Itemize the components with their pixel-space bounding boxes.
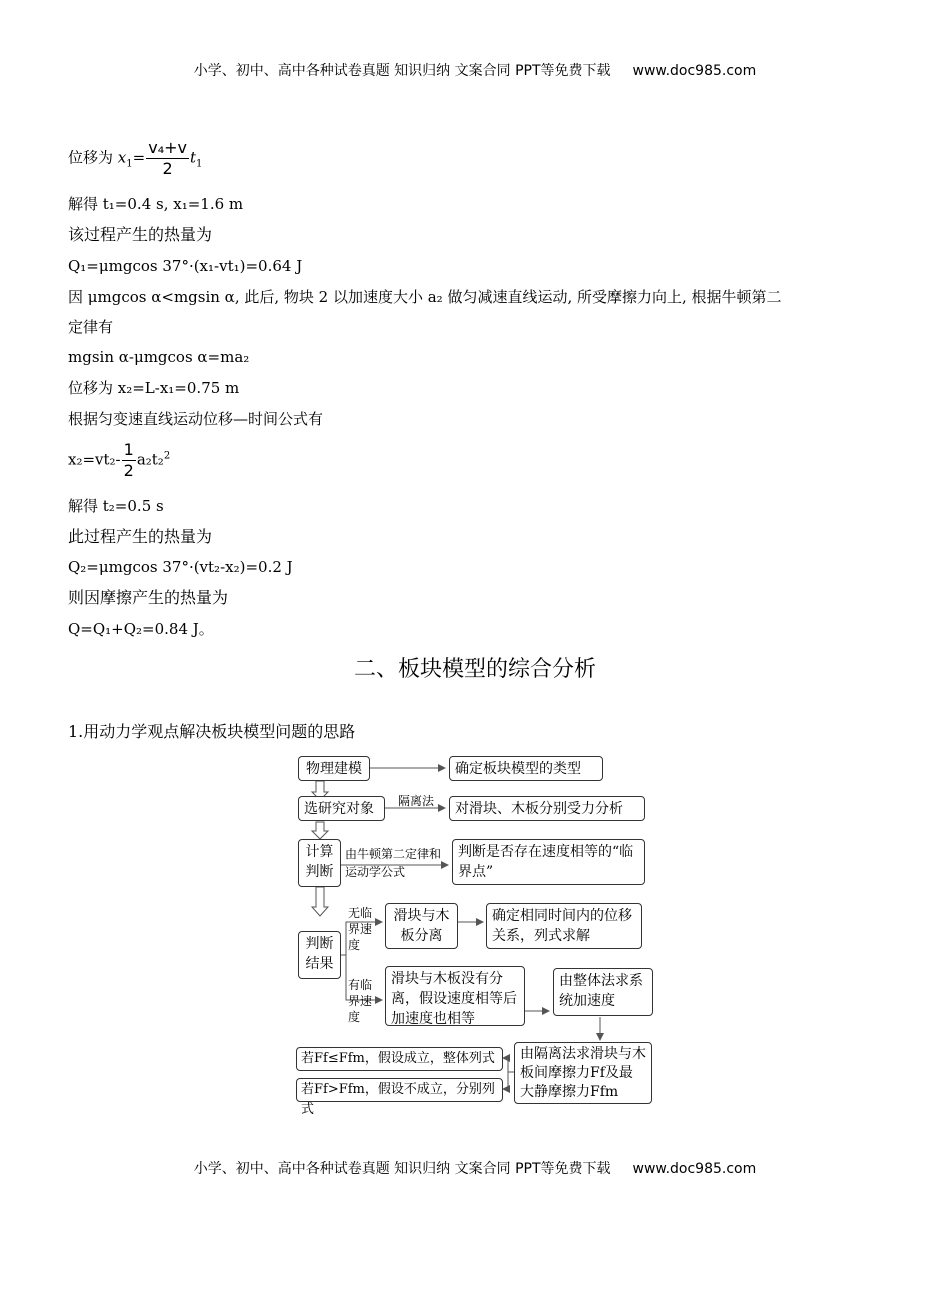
- line-reason: 因 μmgcos α<mgsin α, 此后, 物块 2 以加速度大小 a₂ 做匀减速直线运动, 所受摩擦力向上, 根据牛顿第二: [68, 288, 782, 306]
- header-url: www.doc985.com: [632, 63, 757, 79]
- line-solve-2: 解得 t₂=0.5 s: [68, 497, 164, 515]
- section-title: 二、板块模型的综合分析: [353, 657, 596, 682]
- line-heat-2-label: 此过程产生的热量为: [68, 527, 213, 546]
- numerator: 1: [123, 440, 134, 459]
- label-has-critical-speed: 有临界速度: [348, 978, 373, 1024]
- numerator: v₄+v: [148, 138, 187, 157]
- line-solve-1: 解得 t₁=0.4 s, x₁=1.6 m: [68, 195, 244, 213]
- label-isolation-method: 隔离法: [398, 794, 435, 808]
- box-critical-point: 判断是否存在速度相等的“临界点”: [452, 839, 645, 885]
- line-label: 位移为: [68, 148, 114, 167]
- sup: 2: [163, 450, 171, 462]
- page-footer: [0, 1158, 950, 1178]
- box-select-object: 选研究对象: [298, 796, 385, 821]
- down-arrow-3: [312, 887, 328, 916]
- subheading: 1.用动力学观点解决板块模型问题的思路: [68, 722, 356, 741]
- line-total-heat-label: 则因摩擦产生的热量为: [68, 588, 229, 607]
- arrow-to-cond1: [503, 1058, 514, 1072]
- denominator: 2: [162, 159, 173, 178]
- sub: 1: [196, 158, 203, 170]
- line-displacement-1: 位移为 $x_1=$ $\frac{\text{v₄+v}}{2}$ $t_1$: [68, 138, 203, 178]
- line-heat-1-label: 该过程产生的热量为: [68, 225, 213, 244]
- box-position-relation: 确定相同时间内的位移关系，列式求解: [486, 903, 642, 949]
- box-whole-method: 由整体法求系统加速度: [553, 968, 653, 1016]
- box-condition-fail: 若Ff>Ffm，假设不成立，分别列式: [296, 1078, 503, 1102]
- box-no-separation: 滑块与木板没有分离，假设速度相等后加速度也相等: [385, 966, 525, 1026]
- box-isolation-friction: 由隔离法求滑块与木板间摩擦力Ff及最大静摩擦力Ffm: [514, 1042, 652, 1104]
- line-total-heat: Q=Q₁+Q₂=0.84 J。: [68, 620, 214, 638]
- box-judge-result: 判断结果: [298, 931, 341, 979]
- var-t: t: [189, 148, 197, 167]
- footer-text: 小学、初中、高中各种试卷真题 知识归纳 文案合同 PPT等免费下载: [193, 1161, 611, 1177]
- line-displacement-2: 位移为 x₂=L-x₁=0.75 m: [68, 379, 240, 397]
- line-heat-1-formula: Q₁=μmgcos 37°·(x₁-vt₁)=0.64 J: [68, 257, 303, 275]
- box-force-analysis: 对滑块、木板分别受力分析: [449, 796, 645, 821]
- line-reason-cont: 定律有: [68, 318, 114, 336]
- var-x: x: [117, 148, 127, 167]
- box-calc-judge: 计算判断: [298, 839, 341, 887]
- denominator: 2: [123, 461, 134, 480]
- down-arrow-2: [312, 822, 328, 839]
- line-newton-eq: mgsin α-μmgcos α=ma₂: [68, 348, 250, 366]
- line-heat-2-formula: Q₂=μmgcos 37°·(vt₂-x₂)=0.2 J: [68, 558, 293, 576]
- box-physics-model: 物理建模: [298, 756, 370, 781]
- line-formula-intro: 根据匀变速直线运动位移—时间公式有: [68, 410, 324, 428]
- sub: 1: [126, 158, 133, 170]
- label-newton-kinematics: 由牛顿第二定律和运动学公式: [345, 847, 442, 879]
- footer-url: www.doc985.com: [632, 1161, 757, 1177]
- header-text: 小学、初中、高中各种试卷真题 知识归纳 文案合同 PPT等免费下载: [193, 63, 611, 79]
- box-separate: 滑块与木板分离: [385, 903, 458, 949]
- eq-lhs: x₂=vt₂-: [68, 450, 121, 469]
- box-condition-hold: 若Ff≤Ffm，假设成立，整体列式: [296, 1047, 503, 1071]
- arrow-to-cond2: [503, 1072, 508, 1089]
- label-no-critical-speed: 无临界速度: [348, 906, 373, 952]
- box-model-type: 确定板块模型的类型: [449, 756, 603, 781]
- eq-rhs: a₂t₂: [136, 450, 164, 469]
